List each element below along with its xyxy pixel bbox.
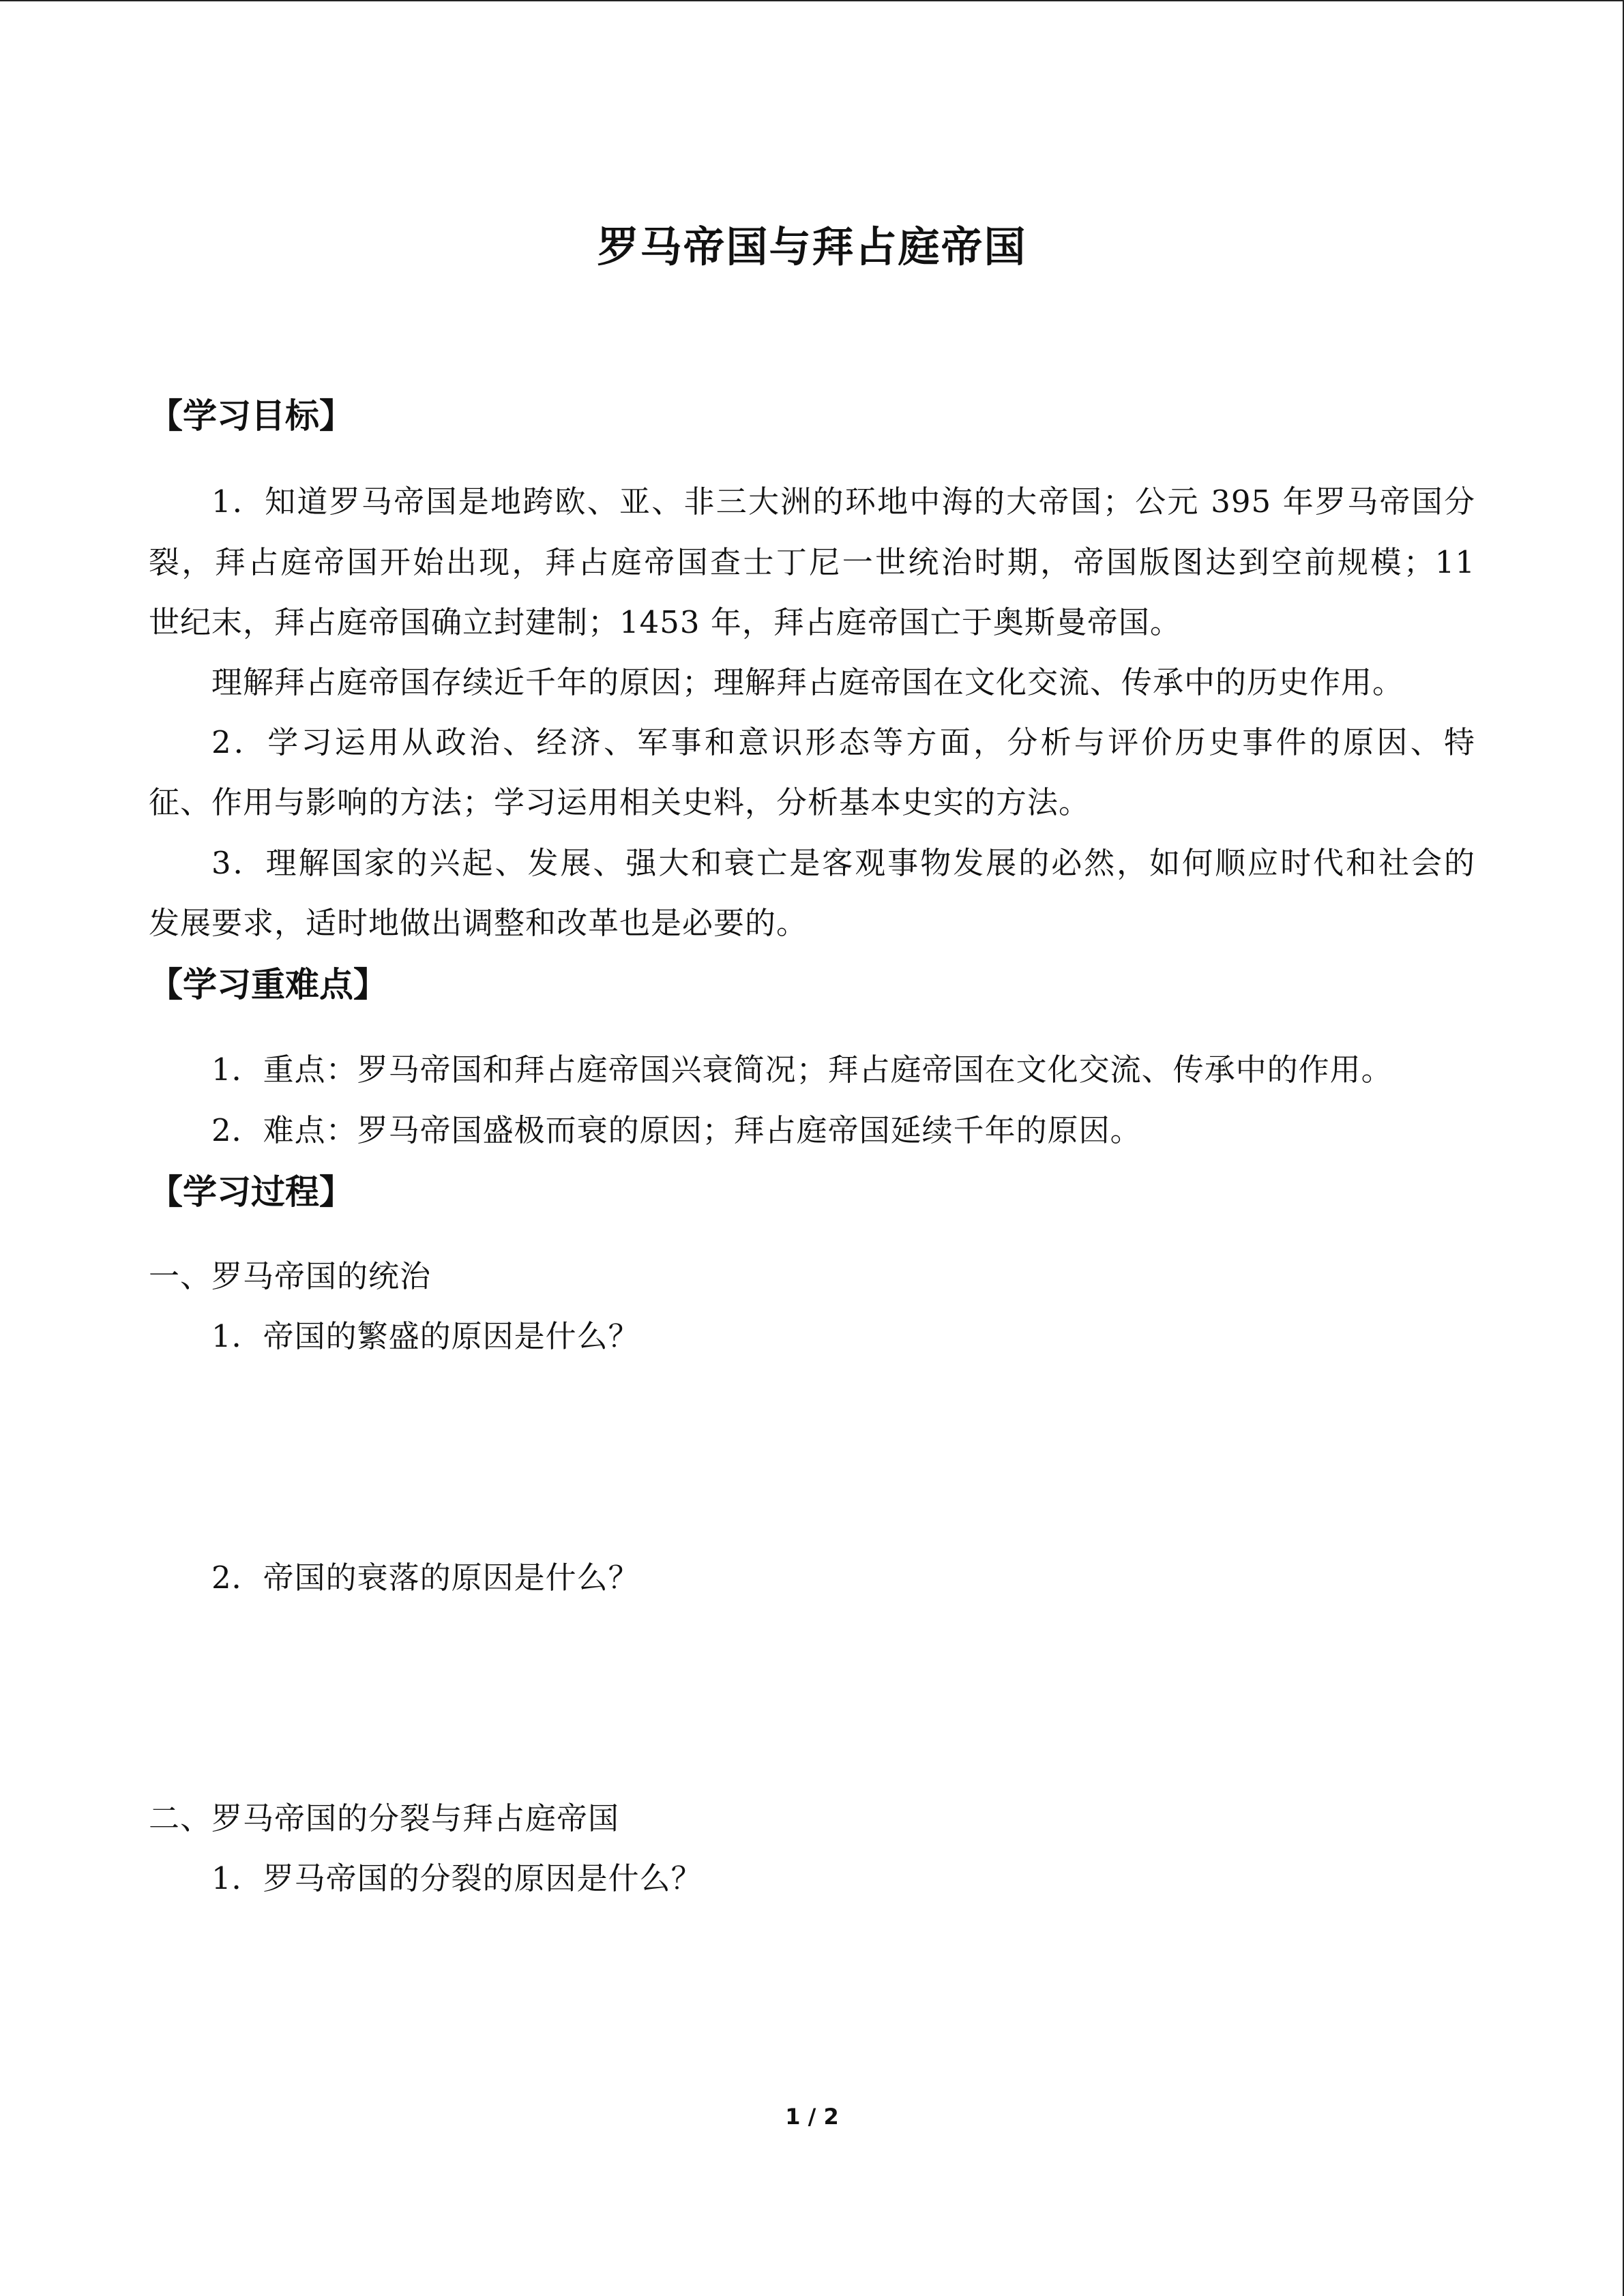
process-part-1-question-2: 2．帝国的衰落的原因是什么？ <box>211 1560 640 1596</box>
section-heading-process: 【学习过程】 <box>149 1172 353 1212</box>
page-number: 1 / 2 <box>785 2104 839 2130</box>
objective-1-line-3: 世纪末，拜占庭帝国确立封建制；1453 年，拜占庭帝国亡于奥斯曼帝国。 <box>149 604 1181 640</box>
objective-1-line-1: 1．知道罗马帝国是地跨欧、亚、非三大洲的环地中海的大帝国；公元 395 年罗马帝国分 <box>211 483 1475 520</box>
page-title: 罗马帝国与拜占庭帝国 <box>597 223 1027 271</box>
objective-3-line-1: 3．理解国家的兴起、发展、强大和衰亡是客观事物发展的必然，如何顺应时代和社会的 <box>211 845 1475 881</box>
process-part-2-question-1: 1．罗马帝国的分裂的原因是什么？ <box>211 1860 703 1896</box>
objective-1-continuation: 理解拜占庭帝国存续近千年的原因；理解拜占庭帝国在文化交流、传承中的历史作用。 <box>211 664 1404 700</box>
section-heading-key-points: 【学习重难点】 <box>149 964 387 1004</box>
process-part-1-title: 一、罗马帝国的统治 <box>149 1258 432 1294</box>
process-part-2-title: 二、罗马帝国的分裂与拜占庭帝国 <box>149 1800 620 1836</box>
objective-3-line-2: 发展要求，适时地做出调整和改革也是必要的。 <box>149 905 808 941</box>
objective-1-line-2: 裂，拜占庭帝国开始出现，拜占庭帝国查士丁尼一世统治时期，帝国版图达到空前规模；11 <box>149 544 1475 580</box>
process-part-1-question-1: 1．帝国的繁盛的原因是什么？ <box>211 1318 640 1354</box>
objective-2-line-1: 2．学习运用从政治、经济、军事和意识形态等方面，分析与评价历史事件的原因、特 <box>211 724 1475 760</box>
key-point-item: 1．重点：罗马帝国和拜占庭帝国兴衰简况；拜占庭帝国在文化交流、传承中的作用。 <box>211 1052 1393 1088</box>
difficult-point-item: 2．难点：罗马帝国盛极而衰的原因；拜占庭帝国延续千年的原因。 <box>211 1112 1142 1148</box>
objective-2-line-2: 征、作用与影响的方法；学习运用相关史料，分析基本史实的方法。 <box>149 784 1091 820</box>
section-heading-objectives: 【学习目标】 <box>149 396 353 436</box>
